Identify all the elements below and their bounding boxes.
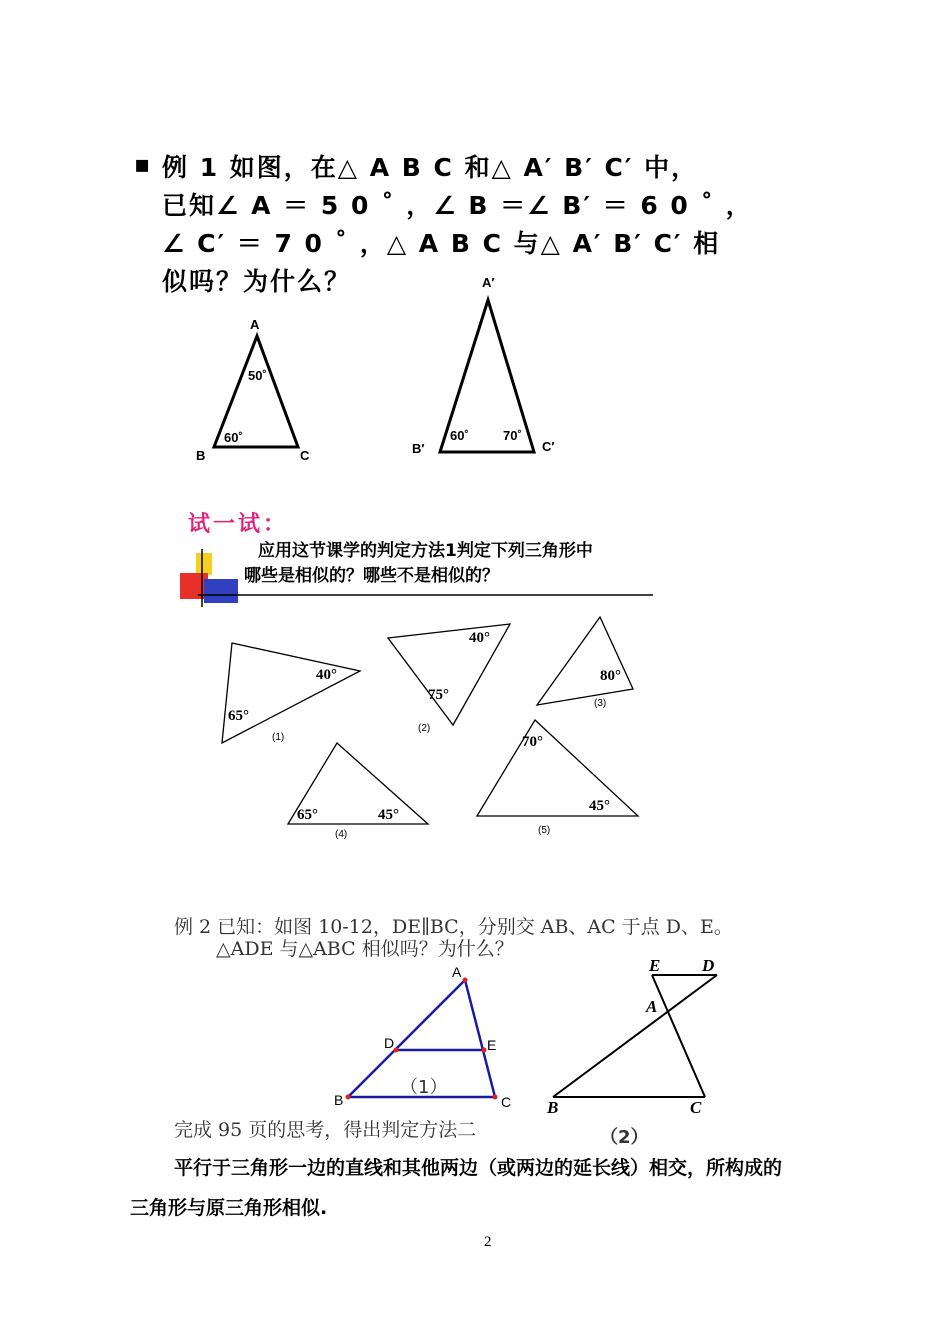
fig1-label-a: A — [452, 964, 462, 980]
t5-angle-45: 45° — [589, 798, 610, 814]
vertex-a: A — [250, 317, 260, 332]
t3-angle-80: 80° — [600, 668, 621, 684]
t1-angle-40: 40° — [316, 667, 337, 683]
page-number: 2 — [484, 1234, 492, 1250]
vertex-b-prime: B′ — [412, 441, 425, 456]
fig1-label-e: E — [487, 1037, 497, 1053]
t2-number: (2) — [418, 723, 431, 734]
example1-line-1: 例 1 如图，在△ A B C 和△ A′ B′ C′ 中， — [162, 153, 699, 182]
t4-angle-45: 45° — [378, 807, 399, 823]
think-prompt: 完成 95 页的思考，得出判定方法二 — [174, 1119, 477, 1141]
fig2-label-d: D — [702, 956, 715, 975]
fig2-caption: （2） — [600, 1127, 649, 1148]
t2-angle-40: 40° — [469, 630, 490, 646]
figure-2 — [553, 975, 717, 1097]
theorem-line-1: 平行于三角形一边的直线和其他两边（或两边的延长线）相交，所构成的 — [174, 1157, 783, 1179]
angle-b-prime-label: 60˚ — [450, 428, 469, 443]
try-it-instruction-1: 应用这节课学的判定方法1判定下列三角形中 — [258, 541, 593, 561]
fig2-label-a: A — [646, 997, 658, 1016]
vertex-a-prime: A′ — [482, 275, 495, 290]
t3-number: (3) — [594, 698, 607, 709]
fig2-label-b: B — [547, 1098, 559, 1117]
t4-angle-65: 65° — [297, 807, 318, 823]
example1-line-4: 似吗？为什么？ — [162, 267, 352, 296]
t1-angle-65: 65° — [228, 708, 249, 724]
example1-line-2: 已知∠ A ＝ 5 0 ˚ ，∠ B ＝∠ B′ ＝ 6 0 ˚ ， — [162, 191, 753, 220]
angle-b-label: 60˚ — [224, 430, 243, 445]
theorem-line-2: 三角形与原三角形相似. — [130, 1197, 328, 1219]
try-it-instruction-2: 哪些是相似的？哪些不是相似的？ — [244, 566, 499, 586]
vertex-b: B — [196, 448, 206, 463]
try-it-title: 试一试： — [188, 512, 289, 537]
fig2-label-e: E — [649, 956, 661, 975]
t5-angle-70: 70° — [522, 734, 543, 750]
fig1-label-c: C — [501, 1094, 512, 1110]
vertex-c: C — [300, 448, 310, 463]
angle-c-prime-label: 70˚ — [503, 428, 522, 443]
example2-line-2: △ADE 与△ABC 相似吗？为什么？ — [216, 938, 514, 960]
t5-number: (5) — [538, 825, 551, 836]
vertex-c-prime: C′ — [542, 439, 555, 454]
fig1-caption: （1） — [400, 1077, 448, 1098]
fig1-label-d: D — [384, 1035, 395, 1051]
t1-number: (1) — [272, 732, 285, 743]
fig2-label-c: C — [690, 1098, 702, 1117]
fig1-label-b: B — [334, 1092, 344, 1108]
angle-a-label: 50˚ — [248, 368, 267, 383]
t4-number: (4) — [335, 829, 348, 840]
t2-angle-75: 75° — [428, 687, 449, 703]
example1-line-3: ∠ C′ ＝ 7 0 ˚ ，△ A B C 与△ A′ B′ C′ 相 — [162, 229, 721, 258]
example2-line-1: 例 2 已知：如图 10-12，DE∥BC，分别交 AB、AC 于点 D、E。 — [174, 916, 733, 938]
bullet: ▪ — [134, 150, 151, 178]
